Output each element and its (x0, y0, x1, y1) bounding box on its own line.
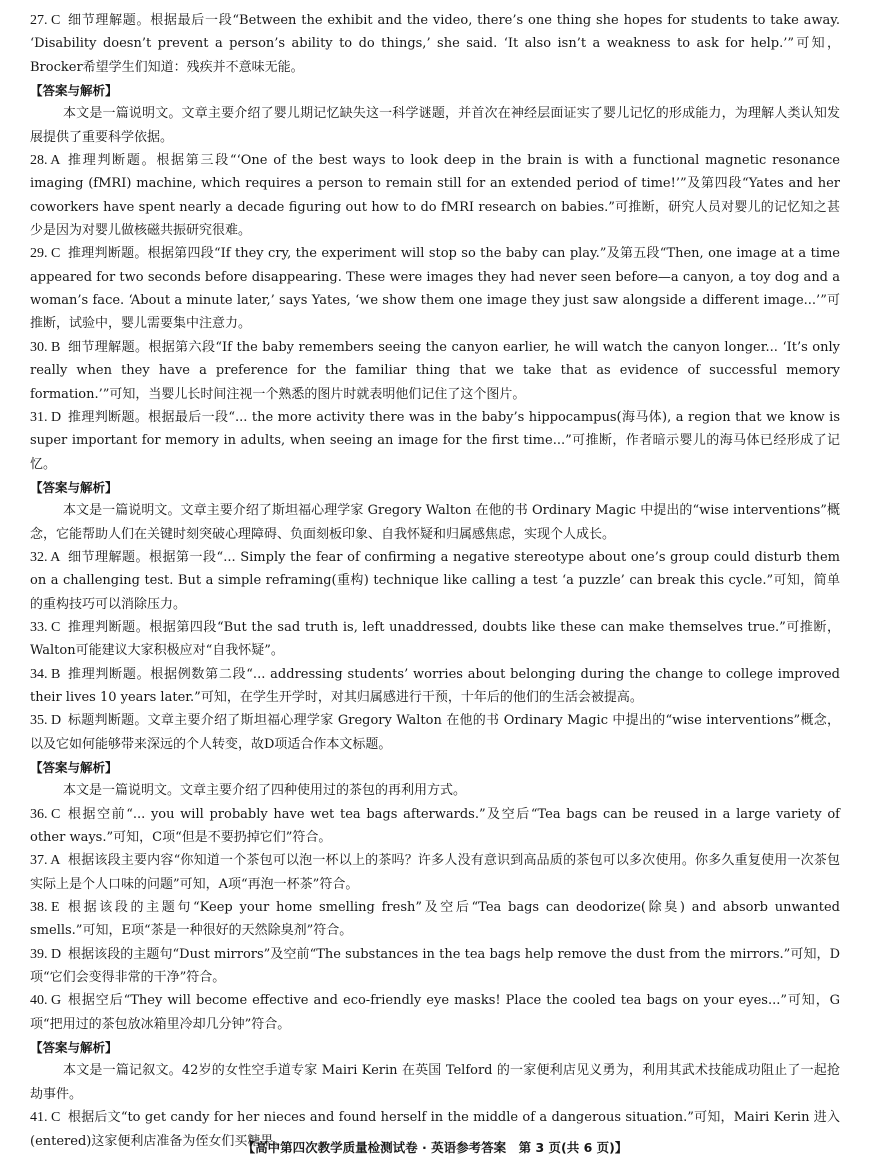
answer-item-28 (30, 149, 840, 242)
answer-number: 36. C (30, 806, 61, 822)
answer-item-40 (30, 989, 840, 1036)
section-heading: 【答案与解析】 (30, 760, 118, 775)
answer-item-32 (30, 546, 840, 616)
section-heading: 【答案与解析】 (30, 83, 118, 99)
passage-summary: 本文是一篇说明文。文章主要介绍了斯坦福心理学家 Gregory Walton 在他的书 Ordinary Magic 中提出的“wise interventions”概念，它能帮助人们在关键时刻突破心理障碍、负面刻板印象、自我怀疑和归属感焦虑，实现个人成长。 (30, 503, 840, 542)
answer-explanation: 标题判断题。文章主要介绍了斯坦福心理学家 Gregory Walton 在他的书 Ordinary Magic 中提出的“wise interventions”概念，以及它如何能够带来深远的个人转变，故D项适合作本文标题。 (30, 713, 840, 752)
answer-number: 33. C (30, 619, 61, 635)
answer-explanation: 推理判断题。根据第三段“‘One of the best ways to look deep in the brain is with a functional magnetic resonance imaging (fMRI) machine, which requires a person to remain still for an extended period of time!’”及第四段“Yates and her coworkers have spent nearly a decade figuring out how to do fMRI research on babies.”可推断，研究人员对婴儿的记忆知之甚少是因为对婴儿做核磁共振研究很难。 (30, 153, 840, 239)
answer-item-34 (30, 663, 840, 710)
answer-item-31 (30, 406, 840, 476)
answer-explanation: 根据空后“They will become effective and eco-friendly eye masks! Place the cooled tea bags on your eyes...”可知，G项“把用过的茶包放冰箱里冷却几分钟”符合。 (30, 993, 840, 1032)
page-footer: 【高中第四次教学质量检测试卷 · 英语参考答案 第 3 页(共 6 页)】 (242, 1140, 628, 1155)
answer-explanation: 推理判断题。根据例数第二段“... addressing students’ worries about belonging during the change to college improved their lives 10 years later.”可知，在学生开学时，对其归属感进行干预，十年后的他们的生活会被提高。 (30, 666, 840, 705)
answer-number: 35. D (30, 713, 62, 729)
answer-number: 32. A (30, 549, 61, 565)
answer-item-35 (30, 709, 840, 756)
answer-explanation: 根据空前“... you will probably have wet tea bags afterwards.”及空后“Tea bags can be reused in a large variety of other ways.”可知，C项“但是不要扔掉它们”符合。 (30, 806, 840, 846)
answer-explanation: 推理判断题。根据第四段“But the sad truth is, left unaddressed, doubts like these can make themselves true.”可推断，Walton可能建议大家积极应对“自我怀疑”。 (30, 619, 840, 659)
answer-explanation: 细节理解题。根据最后一段“Between the exhibit and the video, there’s one thing she hopes for students to take away. ‘Disability doesn’t prevent a person’s ability to do things,’ she said. ‘It also isn’t a weakness to ask for help.’”可知，Brocker希望学生们知道：残疾并不意味无能。 (30, 13, 840, 75)
answer-number: 37. A (30, 853, 61, 869)
answer-item-33 (30, 616, 840, 663)
answer-number: 30. B (30, 339, 61, 355)
section-heading: 【答案与解析】 (30, 479, 118, 495)
answer-item-30 (30, 336, 840, 406)
answer-number: 34. B (30, 666, 61, 682)
answer-item-36 (30, 803, 840, 850)
answer-explanation: 推理判断题。根据最后一段“... the more activity there was in the baby’s hippocampus(海马体), a region that we know is super important for memory in adults, when seeing an image for the first time...”可推断，作者暗示婴儿的海马体已经形成了记忆。 (30, 409, 840, 472)
answer-explanation: 细节理解题。根据第一段“... Simply the fear of confirming a negative stereotype about one’s group could disturb them on a challenging test. But a simple reframing(重构) technique like calling a test ‘a puzzle’ can break this cycle.”可知，简单的重构技巧可以消除压力。 (30, 549, 840, 612)
answer-number: 39. D (30, 946, 62, 962)
answer-item-27 (30, 9, 840, 79)
answer-number: 29. C (30, 246, 61, 262)
answer-explanation: 根据后文“to get candy for her nieces and found herself in the middle of a dangerous situation.”可知，Mairi Kerin 进入(entered)这家便利店准备为侄女们买糖果。 (30, 1110, 840, 1149)
answer-number: 41. C (30, 1110, 61, 1126)
answer-item-37 (30, 849, 840, 896)
answer-explanation: 根据该段主要内容“你知道一个茶包可以泡一杯以上的茶吗？许多人没有意识到高品质的茶包可以多次使用。你多久重复使用一次茶包实际上是个人口味的问题”可知，A项“再泡一杯茶”符合。 (30, 853, 840, 892)
answer-explanation: 细节理解题。根据第六段“If the baby remembers seeing the canyon earlier, he will watch the canyon longer... ‘It’s only really when they have a preference for the familiar thing that we take that as evidence of successful memory formation.’”可知，当婴儿长时间注视一个熟悉的图片时就表明他们记住了这个图片。 (30, 339, 840, 402)
answer-explanation: 根据该段的主题句“Dust mirrors”及空前“The substances in the tea bags help remove the dust from the mirrors.”可知，D项“它们会变得非常的干净”符合。 (30, 946, 840, 986)
passage-summary: 本文是一篇说明文。文章主要介绍了婴儿期记忆缺失这一科学谜题，并首次在神经层面证实了婴儿记忆的形成能力，为理解人类认知发展提供了重要科学依据。 (30, 106, 840, 145)
passage-summary: 本文是一篇说明文。文章主要介绍了四种使用过的茶包的再利用方式。 (63, 783, 467, 799)
answer-content (30, 9, 840, 1153)
answer-number: 27. C (30, 13, 61, 28)
answer-item-38 (30, 896, 840, 943)
answer-explanation: 推理判断题。根据第四段“If they cry, the experiment will stop so the baby can play.”及第五段“Then, one image at a time appeared for two seconds before disappearing. These were images they had never seen before—a canyon, a toy dog and a woman’s face. ‘About a minute later,’ says Yates, ‘we show them one image they just saw alongside a different image...’”可推断，试验中，婴儿需要集中注意力。 (30, 246, 840, 332)
answer-item-29 (30, 242, 840, 335)
answer-number: 38. E (30, 900, 60, 916)
passage-summary: 本文是一篇记叙文。42岁的女性空手道专家 Mairi Kerin 在英国 Telford 的一家便利店见义勇为，利用其武术技能成功阻止了一起抢劫事件。 (30, 1063, 840, 1102)
answer-item-39 (30, 943, 840, 990)
answer-explanation: 根据该段的主题句“Keep your home smelling fresh”及空后“Tea bags can deodorize(除臭) and absorb unwanted smells.”可知，E项“茶是一种很好的天然除臭剂”符合。 (30, 900, 840, 939)
section-heading: 【答案与解析】 (30, 1040, 118, 1056)
answer-number: 31. D (30, 409, 62, 425)
answer-number: 40. G (30, 993, 62, 1009)
answer-number: 28. A (30, 153, 61, 169)
